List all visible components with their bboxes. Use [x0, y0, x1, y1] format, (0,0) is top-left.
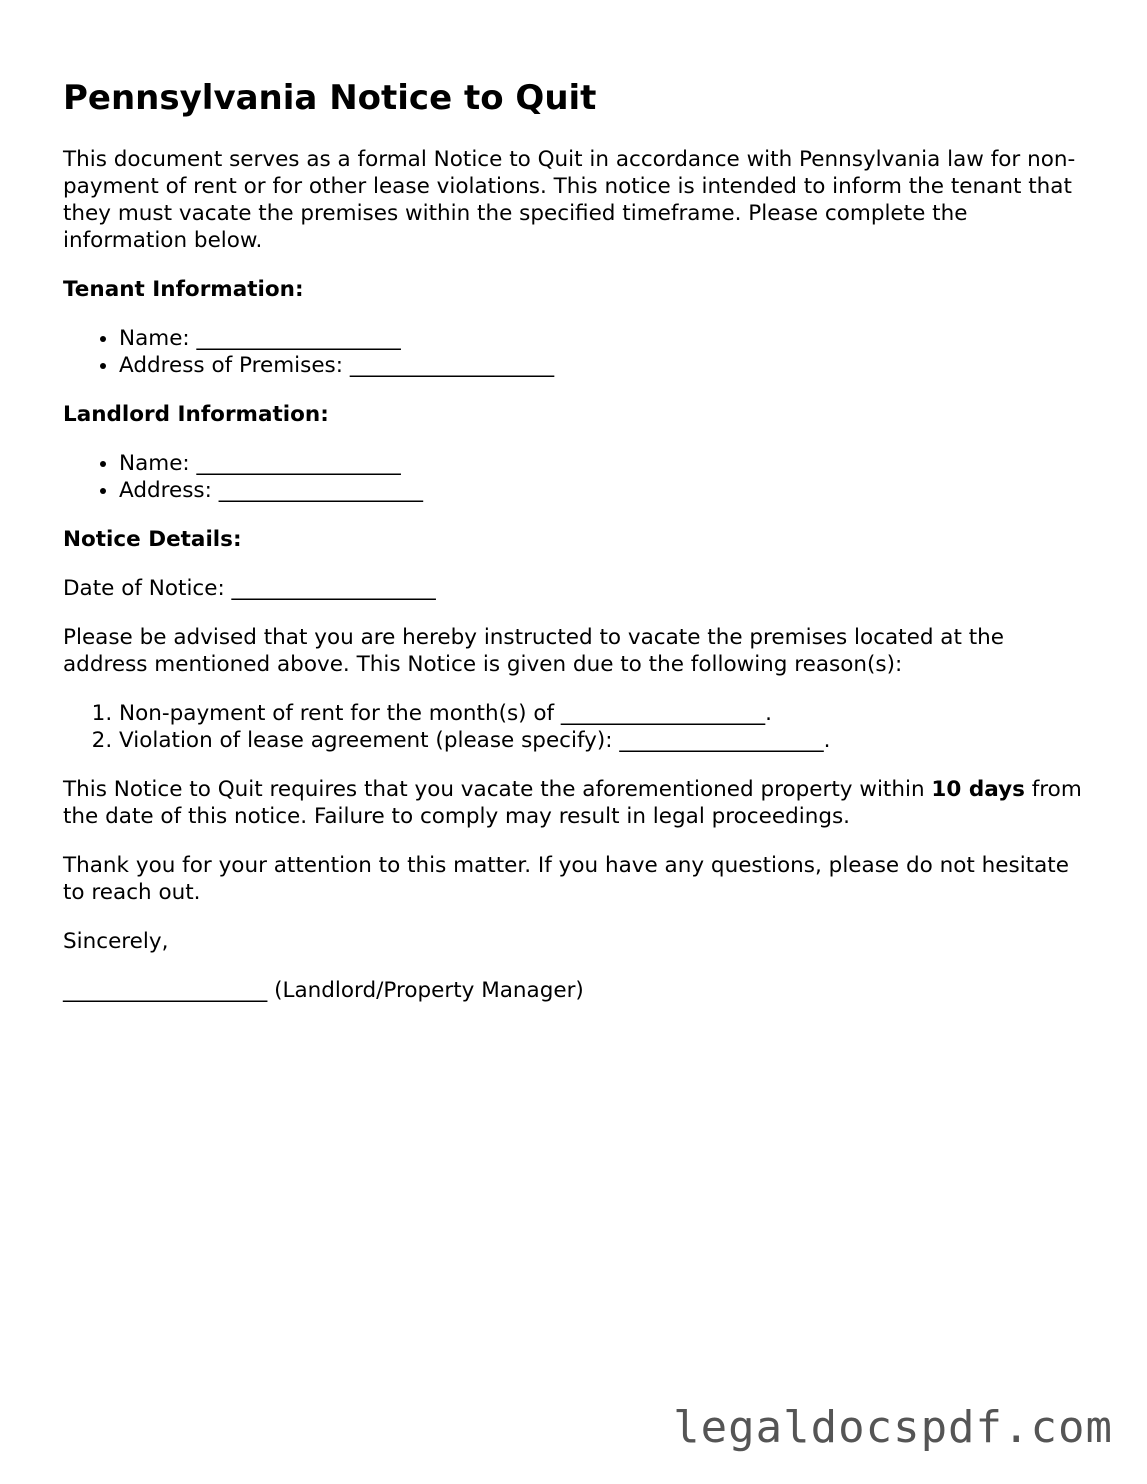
- landlord-address-field: • Address: ___________________: [119, 477, 1083, 504]
- tenant-information-heading: Tenant Information:: [63, 277, 304, 302]
- document-title: Pennsylvania Notice to Quit: [63, 78, 597, 118]
- intro-paragraph: This document serves as a formal Notice to Quit in accordance with Pennsylvania law for non-payment of rent or for other lease violations. This notice is intended to inform the tenant that they must vacate the premises within the specified timeframe. Please complete the information below.: [63, 147, 1076, 253]
- tenant-address-field: • Address of Premises: ___________________: [119, 352, 1083, 379]
- advisory-paragraph: Please be advised that you are hereby instructed to vacate the premises located at the address mentioned above. This Notice is given due to the following reason(s):: [63, 625, 1005, 677]
- document-page: [63, 78, 1083, 1026]
- reasons-list: [63, 700, 1083, 754]
- requirement-paragraph: [63, 776, 1083, 830]
- date-of-notice-field: Date of Notice: ___________________: [63, 576, 436, 601]
- landlord-information-list: [63, 450, 1083, 504]
- watermark: legaldocspdf.com: [673, 1402, 1113, 1453]
- tenant-name-field: • Name: ___________________: [119, 325, 1083, 352]
- closing-salutation: Sincerely,: [63, 929, 169, 954]
- reason-nonpayment: 1. Non-payment of rent for the month(s) of ___________________.: [119, 700, 1083, 727]
- reason-lease-violation: 2. Violation of lease agreement (please specify): ___________________.: [119, 727, 1083, 754]
- thanks-paragraph: Thank you for your attention to this matter. If you have any questions, please do not hesitate to reach out.: [63, 853, 1069, 905]
- landlord-name-field: • Name: ___________________: [119, 450, 1083, 477]
- requirement-text-end: from the date of this notice. Failure to comply may result in legal proceedings.: [63, 777, 1082, 829]
- landlord-information-heading: Landlord Information:: [63, 402, 329, 427]
- tenant-information-list: [63, 325, 1083, 379]
- notice-details-heading: Notice Details:: [63, 527, 242, 552]
- signature-line: ___________________ (Landlord/Property Manager): [63, 978, 584, 1003]
- notice-period: 10 days: [931, 777, 1025, 802]
- requirement-text-start: This Notice to Quit requires that you vacate the aforementioned property within: [63, 777, 932, 802]
